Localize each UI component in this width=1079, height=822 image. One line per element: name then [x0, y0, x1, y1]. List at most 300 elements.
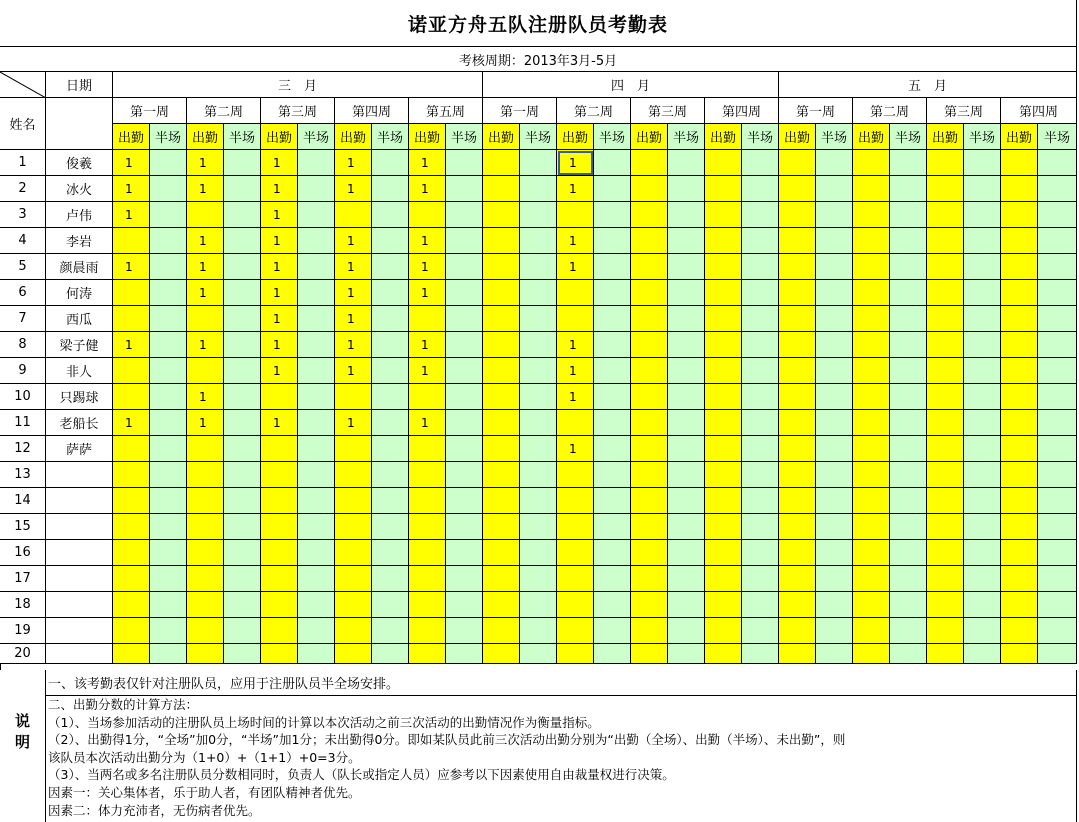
attendance-cell[interactable]	[483, 384, 520, 410]
half-field-cell[interactable]	[446, 176, 483, 202]
half-field-cell[interactable]	[298, 228, 335, 254]
attendance-cell[interactable]	[631, 514, 668, 540]
attendance-cell[interactable]	[261, 436, 298, 462]
half-field-cell[interactable]	[668, 618, 705, 644]
attendance-cell[interactable]	[853, 228, 890, 254]
attendance-cell[interactable]	[779, 358, 816, 384]
half-field-cell[interactable]	[446, 332, 483, 358]
half-field-cell[interactable]	[668, 150, 705, 176]
half-field-cell[interactable]	[890, 150, 927, 176]
half-field-cell[interactable]	[1038, 540, 1077, 566]
half-field-cell[interactable]	[594, 592, 631, 618]
attendance-cell[interactable]: 1	[557, 176, 594, 202]
attendance-cell[interactable]	[631, 540, 668, 566]
half-field-cell[interactable]	[446, 202, 483, 228]
attendance-cell[interactable]	[705, 514, 742, 540]
half-field-cell[interactable]	[816, 488, 853, 514]
half-field-cell[interactable]	[520, 462, 557, 488]
attendance-cell[interactable]: 1	[261, 176, 298, 202]
half-field-cell[interactable]	[816, 566, 853, 592]
half-field-cell[interactable]	[742, 228, 779, 254]
half-field-cell[interactable]	[224, 280, 261, 306]
half-field-cell[interactable]	[668, 410, 705, 436]
half-field-cell[interactable]	[520, 592, 557, 618]
half-field-cell[interactable]	[964, 644, 1001, 664]
half-field-cell[interactable]	[372, 488, 409, 514]
half-field-cell[interactable]	[150, 644, 187, 664]
half-field-cell[interactable]	[964, 618, 1001, 644]
attendance-cell[interactable]	[557, 618, 594, 644]
half-field-cell[interactable]	[668, 384, 705, 410]
half-field-cell[interactable]	[224, 540, 261, 566]
half-field-cell[interactable]	[224, 436, 261, 462]
attendance-cell[interactable]	[1001, 332, 1038, 358]
attendance-cell[interactable]	[113, 488, 150, 514]
attendance-cell[interactable]	[705, 176, 742, 202]
attendance-cell[interactable]	[557, 410, 594, 436]
attendance-cell[interactable]	[113, 358, 150, 384]
half-field-cell[interactable]	[964, 150, 1001, 176]
half-field-cell[interactable]	[594, 514, 631, 540]
attendance-cell[interactable]: 1	[187, 228, 224, 254]
attendance-cell[interactable]	[409, 202, 446, 228]
half-field-cell[interactable]	[224, 488, 261, 514]
attendance-cell[interactable]	[853, 592, 890, 618]
half-field-cell[interactable]	[150, 384, 187, 410]
attendance-cell[interactable]	[927, 540, 964, 566]
half-field-cell[interactable]	[964, 306, 1001, 332]
attendance-cell[interactable]	[779, 202, 816, 228]
half-field-cell[interactable]	[372, 618, 409, 644]
attendance-cell[interactable]	[853, 514, 890, 540]
half-field-cell[interactable]	[1038, 150, 1077, 176]
attendance-cell[interactable]	[631, 150, 668, 176]
attendance-cell[interactable]	[335, 644, 372, 664]
half-field-cell[interactable]	[816, 280, 853, 306]
attendance-cell[interactable]: 1	[335, 410, 372, 436]
half-field-cell[interactable]	[816, 176, 853, 202]
attendance-cell[interactable]	[779, 592, 816, 618]
attendance-cell[interactable]	[853, 280, 890, 306]
attendance-cell[interactable]	[853, 358, 890, 384]
half-field-cell[interactable]	[150, 540, 187, 566]
half-field-cell[interactable]	[372, 410, 409, 436]
half-field-cell[interactable]	[742, 358, 779, 384]
attendance-cell[interactable]	[261, 462, 298, 488]
attendance-cell[interactable]	[483, 566, 520, 592]
attendance-cell[interactable]: 1	[409, 332, 446, 358]
attendance-cell[interactable]	[779, 150, 816, 176]
half-field-cell[interactable]	[150, 150, 187, 176]
half-field-cell[interactable]	[816, 514, 853, 540]
attendance-cell[interactable]	[483, 280, 520, 306]
half-field-cell[interactable]	[594, 202, 631, 228]
attendance-cell[interactable]	[483, 592, 520, 618]
attendance-cell[interactable]	[1001, 514, 1038, 540]
attendance-cell[interactable]	[483, 462, 520, 488]
half-field-cell[interactable]	[742, 462, 779, 488]
half-field-cell[interactable]	[520, 358, 557, 384]
attendance-cell[interactable]	[631, 254, 668, 280]
half-field-cell[interactable]	[298, 254, 335, 280]
half-field-cell[interactable]	[520, 540, 557, 566]
half-field-cell[interactable]	[150, 592, 187, 618]
half-field-cell[interactable]	[890, 436, 927, 462]
half-field-cell[interactable]	[816, 384, 853, 410]
half-field-cell[interactable]	[446, 462, 483, 488]
half-field-cell[interactable]	[446, 358, 483, 384]
attendance-cell[interactable]	[557, 540, 594, 566]
attendance-cell[interactable]	[483, 618, 520, 644]
half-field-cell[interactable]	[224, 254, 261, 280]
attendance-cell[interactable]	[705, 280, 742, 306]
attendance-cell[interactable]: 1	[261, 254, 298, 280]
attendance-cell[interactable]	[335, 514, 372, 540]
attendance-cell[interactable]: 1	[335, 150, 372, 176]
half-field-cell[interactable]	[1038, 462, 1077, 488]
half-field-cell[interactable]	[594, 410, 631, 436]
half-field-cell[interactable]	[594, 618, 631, 644]
attendance-cell[interactable]	[335, 540, 372, 566]
attendance-cell[interactable]: 1	[557, 332, 594, 358]
half-field-cell[interactable]	[816, 462, 853, 488]
attendance-cell[interactable]: 1	[113, 254, 150, 280]
half-field-cell[interactable]	[668, 358, 705, 384]
half-field-cell[interactable]	[890, 618, 927, 644]
attendance-cell[interactable]	[779, 514, 816, 540]
half-field-cell[interactable]	[224, 644, 261, 664]
half-field-cell[interactable]	[298, 436, 335, 462]
half-field-cell[interactable]	[594, 254, 631, 280]
half-field-cell[interactable]	[520, 306, 557, 332]
half-field-cell[interactable]	[742, 150, 779, 176]
attendance-cell[interactable]	[853, 410, 890, 436]
attendance-cell[interactable]	[483, 150, 520, 176]
half-field-cell[interactable]	[890, 514, 927, 540]
half-field-cell[interactable]	[520, 618, 557, 644]
half-field-cell[interactable]	[520, 202, 557, 228]
attendance-cell[interactable]	[631, 566, 668, 592]
attendance-cell[interactable]	[779, 176, 816, 202]
half-field-cell[interactable]	[816, 592, 853, 618]
attendance-cell[interactable]	[631, 592, 668, 618]
half-field-cell[interactable]	[298, 592, 335, 618]
attendance-cell[interactable]: 1	[409, 228, 446, 254]
half-field-cell[interactable]	[594, 384, 631, 410]
half-field-cell[interactable]	[742, 202, 779, 228]
attendance-cell[interactable]: 1	[335, 306, 372, 332]
attendance-cell[interactable]	[927, 332, 964, 358]
attendance-cell[interactable]: 1	[113, 150, 150, 176]
half-field-cell[interactable]	[150, 254, 187, 280]
half-field-cell[interactable]	[964, 592, 1001, 618]
attendance-cell[interactable]	[113, 592, 150, 618]
attendance-cell[interactable]	[779, 436, 816, 462]
attendance-cell[interactable]	[409, 462, 446, 488]
half-field-cell[interactable]	[446, 228, 483, 254]
half-field-cell[interactable]	[890, 202, 927, 228]
attendance-cell[interactable]	[187, 592, 224, 618]
attendance-cell[interactable]	[1001, 540, 1038, 566]
attendance-cell[interactable]	[1001, 176, 1038, 202]
half-field-cell[interactable]	[890, 280, 927, 306]
attendance-cell[interactable]	[261, 540, 298, 566]
attendance-cell[interactable]: 1	[335, 228, 372, 254]
attendance-cell[interactable]	[409, 592, 446, 618]
attendance-cell[interactable]	[557, 514, 594, 540]
attendance-cell[interactable]: 1	[261, 280, 298, 306]
attendance-cell[interactable]	[483, 644, 520, 664]
half-field-cell[interactable]	[298, 332, 335, 358]
half-field-cell[interactable]	[964, 384, 1001, 410]
attendance-cell[interactable]	[705, 254, 742, 280]
half-field-cell[interactable]	[224, 384, 261, 410]
attendance-cell[interactable]	[927, 384, 964, 410]
attendance-cell[interactable]	[779, 384, 816, 410]
attendance-cell[interactable]	[483, 306, 520, 332]
half-field-cell[interactable]	[224, 176, 261, 202]
attendance-cell[interactable]	[779, 488, 816, 514]
attendance-cell[interactable]	[187, 644, 224, 664]
half-field-cell[interactable]	[520, 384, 557, 410]
half-field-cell[interactable]	[964, 488, 1001, 514]
half-field-cell[interactable]	[446, 592, 483, 618]
attendance-cell[interactable]	[187, 306, 224, 332]
half-field-cell[interactable]	[150, 202, 187, 228]
attendance-cell[interactable]	[705, 358, 742, 384]
attendance-cell[interactable]	[779, 462, 816, 488]
half-field-cell[interactable]	[224, 618, 261, 644]
attendance-cell[interactable]: 1	[187, 332, 224, 358]
attendance-cell[interactable]	[927, 592, 964, 618]
attendance-cell[interactable]: 1	[261, 410, 298, 436]
attendance-cell[interactable]	[1001, 306, 1038, 332]
half-field-cell[interactable]	[742, 280, 779, 306]
attendance-cell[interactable]	[187, 618, 224, 644]
attendance-cell[interactable]	[705, 332, 742, 358]
half-field-cell[interactable]	[150, 332, 187, 358]
attendance-cell[interactable]: 1	[557, 228, 594, 254]
half-field-cell[interactable]	[372, 592, 409, 618]
half-field-cell[interactable]	[372, 176, 409, 202]
attendance-cell[interactable]	[261, 488, 298, 514]
attendance-cell[interactable]	[631, 228, 668, 254]
attendance-cell[interactable]	[705, 202, 742, 228]
attendance-cell[interactable]	[631, 280, 668, 306]
attendance-cell[interactable]	[409, 618, 446, 644]
half-field-cell[interactable]	[224, 332, 261, 358]
attendance-cell[interactable]: 1	[261, 202, 298, 228]
attendance-cell[interactable]: 1	[409, 254, 446, 280]
attendance-cell[interactable]: 1	[261, 332, 298, 358]
half-field-cell[interactable]	[1038, 254, 1077, 280]
attendance-cell[interactable]	[261, 384, 298, 410]
half-field-cell[interactable]	[446, 644, 483, 664]
half-field-cell[interactable]	[520, 254, 557, 280]
half-field-cell[interactable]	[298, 384, 335, 410]
attendance-cell[interactable]	[705, 436, 742, 462]
attendance-cell[interactable]	[927, 618, 964, 644]
attendance-cell[interactable]	[705, 384, 742, 410]
half-field-cell[interactable]	[964, 176, 1001, 202]
half-field-cell[interactable]	[520, 644, 557, 664]
half-field-cell[interactable]	[150, 306, 187, 332]
half-field-cell[interactable]	[890, 540, 927, 566]
attendance-cell[interactable]	[927, 488, 964, 514]
half-field-cell[interactable]	[594, 462, 631, 488]
attendance-cell[interactable]	[409, 644, 446, 664]
attendance-cell[interactable]: 1	[557, 384, 594, 410]
attendance-cell[interactable]: 1	[557, 358, 594, 384]
half-field-cell[interactable]	[298, 618, 335, 644]
attendance-cell[interactable]: 1	[113, 332, 150, 358]
attendance-cell[interactable]	[483, 254, 520, 280]
half-field-cell[interactable]	[668, 592, 705, 618]
half-field-cell[interactable]	[520, 566, 557, 592]
attendance-cell[interactable]	[483, 332, 520, 358]
half-field-cell[interactable]	[890, 410, 927, 436]
attendance-cell[interactable]	[409, 514, 446, 540]
half-field-cell[interactable]	[372, 202, 409, 228]
attendance-cell[interactable]	[853, 202, 890, 228]
attendance-cell[interactable]: 1	[335, 332, 372, 358]
attendance-cell[interactable]	[335, 488, 372, 514]
attendance-cell[interactable]	[927, 176, 964, 202]
attendance-cell[interactable]	[705, 150, 742, 176]
half-field-cell[interactable]	[1038, 332, 1077, 358]
attendance-cell[interactable]	[113, 514, 150, 540]
half-field-cell[interactable]	[372, 436, 409, 462]
half-field-cell[interactable]	[594, 176, 631, 202]
attendance-cell[interactable]: 1	[261, 150, 298, 176]
half-field-cell[interactable]	[520, 514, 557, 540]
half-field-cell[interactable]	[668, 332, 705, 358]
attendance-cell[interactable]	[631, 358, 668, 384]
half-field-cell[interactable]	[742, 592, 779, 618]
attendance-cell[interactable]	[779, 228, 816, 254]
half-field-cell[interactable]	[150, 566, 187, 592]
half-field-cell[interactable]	[890, 306, 927, 332]
attendance-cell[interactable]	[1001, 644, 1038, 664]
attendance-cell[interactable]: 1	[187, 176, 224, 202]
half-field-cell[interactable]	[298, 358, 335, 384]
attendance-cell[interactable]	[705, 228, 742, 254]
half-field-cell[interactable]	[1038, 358, 1077, 384]
half-field-cell[interactable]	[298, 462, 335, 488]
half-field-cell[interactable]	[890, 254, 927, 280]
attendance-cell[interactable]	[483, 540, 520, 566]
half-field-cell[interactable]	[964, 410, 1001, 436]
half-field-cell[interactable]	[520, 332, 557, 358]
attendance-cell[interactable]	[557, 488, 594, 514]
half-field-cell[interactable]	[890, 332, 927, 358]
half-field-cell[interactable]	[816, 644, 853, 664]
half-field-cell[interactable]	[964, 514, 1001, 540]
attendance-cell[interactable]: 1	[409, 280, 446, 306]
half-field-cell[interactable]	[742, 332, 779, 358]
half-field-cell[interactable]	[816, 150, 853, 176]
attendance-cell[interactable]	[705, 618, 742, 644]
attendance-cell[interactable]	[335, 384, 372, 410]
attendance-cell[interactable]	[1001, 592, 1038, 618]
attendance-cell[interactable]	[557, 592, 594, 618]
attendance-cell[interactable]: 1	[335, 176, 372, 202]
half-field-cell[interactable]	[372, 462, 409, 488]
half-field-cell[interactable]	[150, 358, 187, 384]
half-field-cell[interactable]	[150, 618, 187, 644]
half-field-cell[interactable]	[890, 592, 927, 618]
attendance-cell[interactable]: 1	[409, 176, 446, 202]
half-field-cell[interactable]	[890, 462, 927, 488]
attendance-cell[interactable]	[1001, 436, 1038, 462]
attendance-cell[interactable]	[853, 254, 890, 280]
half-field-cell[interactable]	[446, 410, 483, 436]
attendance-cell[interactable]	[1001, 254, 1038, 280]
attendance-cell[interactable]	[483, 358, 520, 384]
half-field-cell[interactable]	[964, 358, 1001, 384]
half-field-cell[interactable]	[964, 228, 1001, 254]
half-field-cell[interactable]	[594, 332, 631, 358]
half-field-cell[interactable]	[520, 150, 557, 176]
half-field-cell[interactable]	[372, 332, 409, 358]
attendance-cell[interactable]: 1	[335, 358, 372, 384]
attendance-cell[interactable]: 1	[261, 306, 298, 332]
half-field-cell[interactable]	[816, 332, 853, 358]
attendance-cell[interactable]	[1001, 462, 1038, 488]
attendance-cell[interactable]	[853, 306, 890, 332]
attendance-cell[interactable]	[187, 488, 224, 514]
half-field-cell[interactable]	[890, 488, 927, 514]
half-field-cell[interactable]	[150, 410, 187, 436]
half-field-cell[interactable]	[446, 254, 483, 280]
attendance-cell[interactable]: 1	[113, 202, 150, 228]
attendance-cell[interactable]	[1001, 358, 1038, 384]
attendance-cell[interactable]	[631, 176, 668, 202]
attendance-cell[interactable]	[927, 462, 964, 488]
attendance-cell[interactable]	[631, 202, 668, 228]
attendance-cell[interactable]	[853, 566, 890, 592]
half-field-cell[interactable]	[1038, 280, 1077, 306]
attendance-cell[interactable]	[1001, 150, 1038, 176]
attendance-cell[interactable]	[113, 436, 150, 462]
half-field-cell[interactable]	[890, 228, 927, 254]
attendance-cell[interactable]	[483, 436, 520, 462]
attendance-cell[interactable]	[409, 488, 446, 514]
half-field-cell[interactable]	[668, 540, 705, 566]
attendance-cell[interactable]	[853, 618, 890, 644]
attendance-cell[interactable]	[705, 488, 742, 514]
attendance-cell[interactable]	[113, 228, 150, 254]
attendance-cell[interactable]	[557, 306, 594, 332]
attendance-cell[interactable]	[113, 384, 150, 410]
attendance-cell[interactable]	[705, 540, 742, 566]
half-field-cell[interactable]	[1038, 202, 1077, 228]
attendance-cell[interactable]	[187, 540, 224, 566]
attendance-cell[interactable]	[261, 618, 298, 644]
attendance-cell[interactable]	[261, 514, 298, 540]
attendance-cell[interactable]	[705, 644, 742, 664]
attendance-cell[interactable]	[705, 410, 742, 436]
attendance-cell[interactable]	[853, 150, 890, 176]
attendance-cell[interactable]	[705, 566, 742, 592]
attendance-cell[interactable]	[335, 618, 372, 644]
attendance-cell[interactable]	[927, 436, 964, 462]
half-field-cell[interactable]	[668, 306, 705, 332]
attendance-cell[interactable]	[335, 436, 372, 462]
attendance-cell[interactable]	[335, 592, 372, 618]
attendance-cell[interactable]	[261, 566, 298, 592]
half-field-cell[interactable]	[372, 540, 409, 566]
